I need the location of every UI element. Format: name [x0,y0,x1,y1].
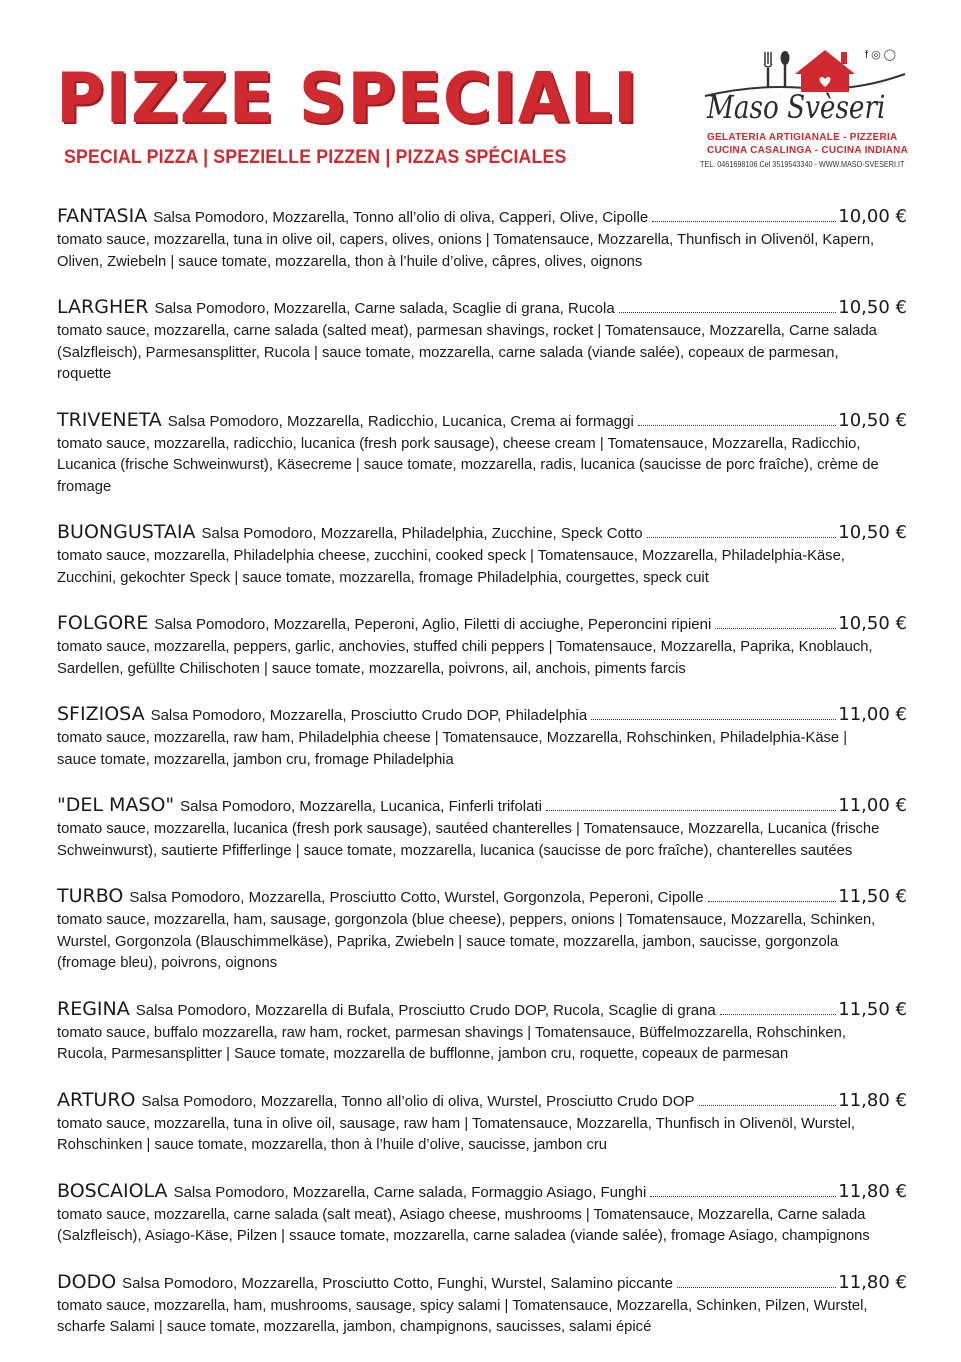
menu-item-header [57,794,907,818]
dotted-leader [619,312,837,313]
menu-item-name: REGINA [57,997,130,1020]
menu-item-description: tomato sauce, mozzarella, tuna in olive oil, capers, olives, onions | Tomatensauce, Mozzarella, Thunfisch in Olivenöl, Kapern, Oliven, Zwiebeln | sauce tomate, mozzarella, thon à l’huile d’olive, câpres, olives, oignons [57,231,875,270]
menu-item [57,885,907,974]
menu-item-header [57,296,907,320]
menu-item-price: 11,00 € [838,704,907,725]
menu-item-ingredients: Salsa Pomodoro, Mozzarella, Carne salada, Formaggio Asiago, Funghi [173,1183,647,1201]
pizza-menu [57,205,907,1362]
menu-item-name: SFIZIOSA [57,703,145,725]
menu-item-price: 11,80 € [838,1089,907,1111]
menu-item-price: 11,50 € [838,886,907,907]
logo-tagline-1: GELATERIA ARTIGIANALE - PIZZERIA [707,131,898,143]
menu-item [57,794,907,861]
menu-item [57,521,907,588]
menu-item-header [57,1271,907,1295]
menu-item-description: tomato sauce, mozzarella, Philadelphia cheese, zucchini, cooked speck | Tomatensauce, Mozzarella, Philadelphia-Käse, Zucchini, gekochter Speck | sauce tomate, mozzarella, fromage Philadelphia, courgettes, speck cuit [57,547,845,586]
menu-item-ingredients: Salsa Pomodoro, Mozzarella, Prosciutto Cotto, Wurstel, Gorgonzola, Peperoni, Cipolle [129,889,704,906]
menu-item [57,409,907,498]
menu-item-description: tomato sauce, mozzarella, raw ham, Philadelphia cheese | Tomatensauce, Mozzarella, Rohschinken, Philadelphia-Käse | sauce tomate, mozzarella, jambon cru, fromage Philadelphia [57,729,848,768]
house-icon [795,50,855,92]
menu-item [57,1089,907,1156]
dotted-leader [677,1287,836,1288]
menu-item-description: tomato sauce, buffalo mozzarella, raw ham, rocket, parmesan shavings | Tomatensauce, Büffelmozzarella, Rohschinken, Rucola, Parmesansplitter | Sauce tomate, mozzarella de bufflonne, jambon cru, roquette, copeaux de parmesan [57,1023,846,1062]
menu-item-name: ARTURO [57,1088,136,1111]
menu-item-description: tomato sauce, mozzarella, ham, sausage, gorgonzola (blue cheese), peppers, onions | Tomatensauce, Mozzarella, Schinken, Wurstel, Gorgonzola (Blauschimmelkäse), Paprika, Zwiebeln | sauce tomate, mozzarella, jambon, saucisse, gorgonzola (fromage bleu), poivrons, oignons [57,911,876,971]
menu-item [57,612,907,679]
menu-item-description: tomato sauce, mozzarella, tuna in olive oil, sausage, raw ham | Tomatensauce, Mozzarella, Thunfisch in Olivenöl, Wurstel, Rohschinken | sauce tomate, mozzarella, thon à l’huile d’olive, saucisse, jambon cru [57,1114,855,1153]
menu-item-ingredients: Salsa Pomodoro, Mozzarella, Lucanica, Finferli trifolati [180,798,542,815]
menu-item-ingredients: Salsa Pomodoro, Mozzarella, Carne salada, Scaglie di grana, Rucola [154,300,615,317]
menu-item-header [57,703,907,727]
menu-item-header [57,205,907,229]
menu-item-description: tomato sauce, mozzarella, radicchio, lucanica (fresh pork sausage), cheese cream | Tomatensauce, Mozzarella, Radicchio, Lucanica (frische Schweinwurst), Käsecreme | sauce tomate, mozzarella, radis, lucanica (saucisse de porc fraîche), crème de fromage [57,434,879,495]
menu-item [57,1271,907,1338]
menu-item-header [57,521,907,545]
dotted-leader [638,425,836,426]
menu-item-price: 10,50 € [838,522,907,543]
menu-item-price: 10,50 € [838,297,907,318]
page-title: PIZZE SPECIALI [56,57,639,139]
restaurant-logo [695,44,920,179]
menu-item-price: 10,50 € [838,613,907,634]
facebook-icon[interactable]: f [865,49,872,61]
menu-item-name: FOLGORE [57,612,149,634]
logo-tagline-2: CUCINA CASALINGA - CUCINA INDIANA [707,144,909,156]
menu-item-name: TURBO [57,885,124,907]
menu-item-name: "DEL MASO" [57,794,175,816]
menu-item-ingredients: Salsa Pomodoro, Mozzarella, Prosciutto Crudo DOP, Philadelphia [150,707,588,724]
menu-item [57,703,907,770]
dotted-leader [708,901,837,902]
dotted-leader [720,1014,837,1015]
menu-item-ingredients: Salsa Pomodoro, Mozzarella, Tonno all’olio di oliva, Capperi, Olive, Cipolle [153,209,649,226]
menu-item-ingredients: Salsa Pomodoro, Mozzarella, Peperoni, Aglio, Filetti di acciughe, Peperoncini ripieni [154,616,712,633]
menu-item-name: LARGHER [57,296,149,318]
menu-item-name: TRIVENETA [57,408,162,431]
social-icons [865,48,899,61]
menu-item-name: BUONGUSTAIA [57,521,196,543]
fork-icon [764,52,772,88]
menu-item-header [57,409,907,433]
menu-item-ingredients: Salsa Pomodoro, Mozzarella, Radicchio, Lucanica, Crema ai formaggi [167,412,634,430]
menu-item-header [57,885,907,909]
menu-item [57,1180,907,1247]
menu-item-description: tomato sauce, mozzarella, carne salada (salted meat), parmesan shavings, rocket | Tomatensauce, Mozzarella, Carne salada (Salzfleisch), Parmesansplitter, Rucola | sauce tomate, mozzarella, carne salada (viande salée), copeaux de parmesan, roquette [57,322,877,382]
menu-item-description: tomato sauce, mozzarella, lucanica (fresh pork sausage), sautéed chanterelles | Tomatensauce, Mozzarella, Lucanica (frische Schweinwurst), sautierte Pfifferlinge | sauce tomate, mozzarella, lucanica (saucisse de porc fraîche), chanterelles sautées [57,820,880,859]
menu-item-name: DODO [57,1270,117,1293]
spoon-icon [781,51,790,88]
dotted-leader [715,628,836,629]
menu-item [57,205,907,272]
dotted-leader [650,1196,836,1197]
menu-item-header [57,1089,907,1113]
menu-item-price: 10,50 € [838,409,907,431]
menu-item-ingredients: Salsa Pomodoro, Mozzarella, Prosciutto Cotto, Funghi, Wurstel, Salamino piccante [122,1274,673,1292]
page-subtitle: SPECIAL PIZZA | SPEZIELLE PIZZEN | PIZZAS SPÉCIALES [64,147,567,168]
menu-item-price: 11,80 € [838,1180,907,1202]
menu-item-ingredients: Salsa Pomodoro, Mozzarella, Tonno all’olio di oliva, Wurstel, Prosciutto Crudo DOP [141,1092,695,1110]
menu-item-price: 11,50 € [838,998,907,1020]
menu-item-price: 10,00 € [838,206,907,227]
menu-item-header [57,612,907,636]
menu-item-header [57,1180,907,1204]
menu-item-price: 11,00 € [838,795,907,816]
menu-item-description: tomato sauce, mozzarella, carne salada (salt meat), Asiago cheese, mushrooms | Tomatensauce, Mozzarella, Carne salada (Salzfleisch), Asiago-Käse, Pilzen | ssauce tomate, mozzarella, carne saladea (viande salée), fromage Asiago, champignons [57,1205,870,1244]
menu-item-price: 11,80 € [838,1271,907,1293]
instagram-icon[interactable]: ◎ [871,49,884,61]
dotted-leader [652,221,836,222]
menu-item-ingredients: Salsa Pomodoro, Mozzarella, Philadelphia, Zucchine, Speck Cotto [201,525,643,542]
logo-name: Maso Svèseri [707,88,886,126]
menu-item-ingredients: Salsa Pomodoro, Mozzarella di Bufala, Prosciutto Crudo DOP, Rucola, Scaglie di grana [135,1001,716,1019]
menu-item [57,998,907,1065]
menu-item-name: FANTASIA [57,205,148,227]
menu-item-header [57,998,907,1022]
logo-contact: TEL. 0461698106 Cel 3519543340 - WWW.MASO-SVESERI.IT [700,159,905,169]
dotted-leader [591,719,836,720]
whatsapp-icon[interactable]: ◯ [883,49,899,61]
menu-item-description: tomato sauce, mozzarella, peppers, garlic, anchovies, stuffed chili peppers | Tomatensauce, Mozzarella, Paprika, Knoblauch, Sardellen, gefüllte Chilischoten | sauce tomate, mozzarella, poivrons, ail, anchois, piments farcis [57,638,873,677]
menu-item-name: BOSCAIOLA [57,1179,168,1202]
menu-item-description: tomato sauce, mozzarella, ham, mushrooms, sausage, spicy salami | Tomatensauce, Mozzarella, Schinken, Pilzen, Wurstel, scharfe Salami | sauce tomate, mozzarella, jambon, champignons, saucisses, salami épicé [57,1296,868,1335]
dotted-leader [699,1105,837,1106]
dotted-leader [647,537,837,538]
menu-item [57,296,907,385]
dotted-leader [546,810,836,811]
